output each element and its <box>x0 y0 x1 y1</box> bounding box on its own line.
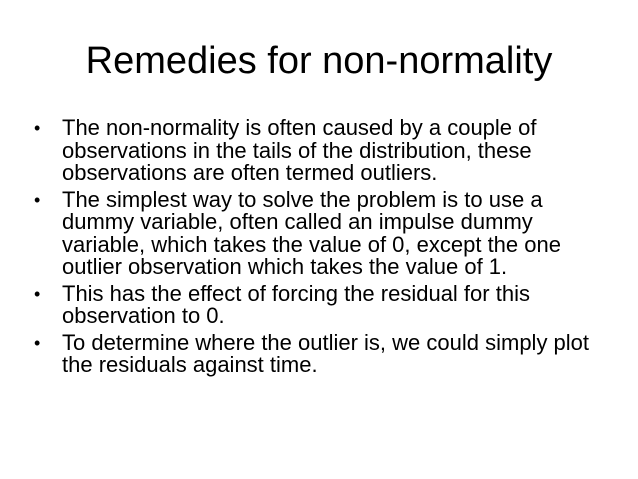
bullet-item <box>34 329 614 377</box>
bullet-icon: • <box>34 189 41 210</box>
bullet-text: This has the effect of forcing the residual for this observation to 0. <box>62 280 530 328</box>
bullet-icon: • <box>34 283 41 304</box>
bullet-text: The non-normality is often caused by a couple of observations in the tails of the distribution, these observations are often termed outliers. <box>62 115 537 185</box>
bullet-text: To determine where the outlier is, we could simply plot the residuals against time. <box>62 329 590 377</box>
bullet-icon: • <box>34 118 41 138</box>
bullet-item <box>34 280 614 328</box>
bullet-icon: • <box>34 332 41 353</box>
bullet-item <box>34 186 614 279</box>
bullet-list <box>34 117 614 381</box>
bullet-item <box>34 117 614 185</box>
slide-title: Remedies for non-normality <box>85 40 553 82</box>
bullet-text: The simplest way to solve the problem is to use a dummy variable, often called an impulse dummy variable, which takes the value of 0, except the one outlier observation which takes the value of 1. <box>62 186 561 279</box>
